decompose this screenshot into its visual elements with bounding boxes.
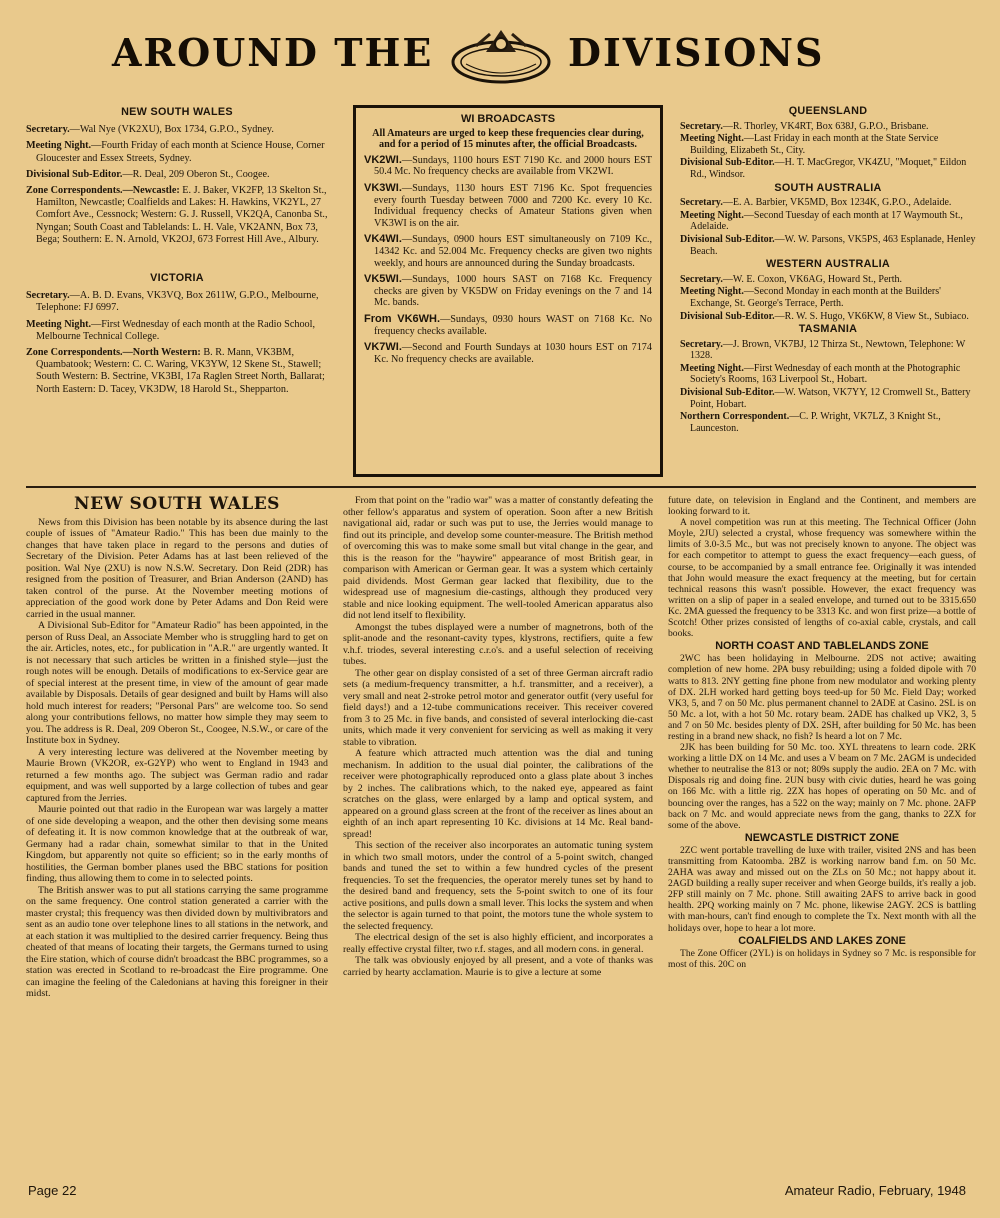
qld-heading: QUEENSLAND	[788, 105, 868, 117]
article-title: NEW SOUTH WALES	[74, 495, 280, 514]
zone-heading-newcastle: NEWCASTLE DISTRICT ZONE	[744, 831, 900, 844]
zone-heading-north-coast: NORTH COAST AND TABLELANDS ZONE	[715, 640, 929, 653]
vic-item: Zone Correspondents.—North Western: B. R. Mann, VK3BM, Quambatook; Western: C. C. Waring, VK3YW, 12 Skene St., Stawell; South Western: B. Sectrine, VK3BI, 17a Raglen Street North, Ballarat; North Eastern: D. Tacey, VK3DW, 18 Harold St., Shepparton.	[26, 347, 325, 395]
vic-heading: VICTORIA	[150, 272, 204, 285]
nsw-directory	[26, 106, 328, 400]
journal-issue: Amateur Radio, February, 1948	[784, 1183, 966, 1198]
sa-heading: SOUTH AUSTRALIA	[774, 181, 882, 194]
article-paragraph: A novel competition was run at this meeting. The Technical Officer (John Moyle, 2JU) selected a crystal, whose frequency was somewhere within the limits of 3.0-3.5 Mc., but was not precisely known to anyone. The object was for each competitor to attempt to guess the exact frequency—each guess, of course, to be accompanied by a small entrance fee. Originally it was intended that John would measure the exact frequency at the meeting, but for certain technical reasons this wasn't possible. However, the exact frequency was written on a slip of paper in a sealed envelope, and turned out to be 3315.650 Kc. 2MA guessed the frequency to be 3313 Kc. and won first prize—a bottle of Scotch! Other prizes consisted of lengths of co-axial cable, crystals, and call books.	[668, 517, 976, 640]
zone-heading-coalfields: COALFIELDS AND LAKES ZONE	[738, 934, 906, 947]
header-title-left: AROUND THE	[112, 30, 434, 75]
tas-heading: TASMANIA	[798, 323, 858, 336]
article-paragraph: The electrical design of the set is also highly efficient, and incorporates a really effective crystal filter, two r.f. stages, and all modern cons. in general.	[343, 932, 653, 955]
vic-item: Meeting Night.—First Wednesday of each month at the Radio School, Melbourne Technical College.	[26, 318, 316, 342]
nsw-item: Divisional Sub-Editor.—R. Deal, 209 Oberon St., Coogee.	[26, 168, 270, 180]
nsw-heading: NEW SOUTH WALES	[121, 106, 233, 118]
states-directory	[680, 106, 976, 435]
tas-item: Meeting Night.—First Wednesday of each month at the Photographic Society's Rooms, 163 Liverpool St., Hobart.	[680, 362, 961, 386]
tas-item: Secretary.—J. Brown, VK7BJ, 12 Thirza St., Newtown, Telephone: W 1328.	[680, 338, 966, 362]
article-paragraph: The other gear on display consisted of a set of three German aircraft radio sets (a medium-frequency transmitter, a h.f. transmitter, and a receiver), a very small and neat 2-stroke petrol motor and generator outfit (very useful for field days!) and a 12-tube communications receiver. This receiver covered from 3 to 25 Mc. in five bands, and consisted of several interlocking die-cast units, which made it very convenient for servicing as well as making it very stable to vibration.	[343, 667, 653, 748]
wi-item: From VK6WH.—Sundays, 0930 hours WAST on 7168 Kc. No frequency checks available.	[364, 312, 652, 337]
wi-item: VK5WI.—Sundays, 1000 hours SAST on 7168 Kc. Frequency checks are given by VK5DW on Friday evenings on the 7 and 14 Mc. bands.	[364, 273, 652, 309]
qld-item: Meeting Night.—Last Friday in each month at the State Service Building, Elizabeth St., City.	[680, 133, 939, 156]
nsw-item: Meeting Night.—Fourth Friday of each month at Science House, Corner Gloucester and Essex Streets, Sydney.	[26, 140, 325, 164]
article-paragraph: A feature which attracted much attention was the dial and tuning mechanism. In addition to the usual dial pointer, the calibrations of the receiver were photographically reproduced onto a glass plate about 3 inches by 2 inches. The calibrations which, to the naked eye, appeared as faint scratches on the glass, were enlarged by a lamp and optical system, and appeared on a ground glass screen at the front of the receiver as lines about an eighth of an inch apart representing 10 Kc. divisions at 14 Mc. Real band-spread!	[343, 748, 653, 840]
article-paragraph: The talk was obviously enjoyed by all present, and a vote of thanks was carried by hearty acclamation. Maurie is to give a lecture at some	[343, 955, 653, 978]
sa-item: Secretary.—E. A. Barbier, VK5MD, Box 1234K, G.P.O., Adelaide.	[680, 197, 952, 209]
wia-emblem-icon	[446, 22, 556, 92]
header-title-right: DIVISIONS	[568, 30, 825, 75]
article-column-3	[668, 495, 976, 1170]
tas-item: Divisional Sub-Editor.—W. Watson, VK7YY, 12 Cromwell St., Battery Point, Hobart.	[680, 387, 971, 410]
qld-item: Secretary.—R. Thorley, VK4RT, Box 638J, G.P.O., Brisbane.	[680, 120, 929, 132]
wi-broadcasts-box	[353, 105, 663, 477]
section-divider	[26, 486, 976, 488]
article-paragraph: 2WC has been holidaying in Melbourne. 2DS not active; awaiting completion of new home. 2PA busy rebuilding; using a folded dipole with 70 watts to 813. 2NY getting fine phone from new modulator and working plenty of DX. 2LH worked hard getting boys teed-up for 50 Mc. Field Day; worked VK3, 5, and 7 on 50 Mc. plus permanent channel to 2ADE at Casino. 2SL is on 50 Mc. a lot, with a hot 50 Mc. rotary beam. 2ADE has chalked up VK2, 3, 5 and 7 on 50 Mc. besides plenty of DX. 2SH, after building for 50 Mc. has been resting in a brand new shack, no fish? Is heard a lot on 7 Mc.	[668, 653, 976, 742]
page-header	[0, 22, 1000, 92]
article-paragraph: A Divisional Sub-Editor for "Amateur Radio" has been appointed, in the person of Russ Deal, an Associate Member who is struggling hard to get on the air. Articles, notes, etc., for publication in "A.R." are urgently wanted. It is not necessary that such articles be written in a finished style—just the rough notes will be enough. Details of modifications to ex-Service gear are of special interest at the present time, in view of the amount of gear made available by Disposals. Details of gear designed and built by Hams will also hold much interest for readers; "Personal Pars" are welcome too. So send along your contributions fellows, no matter how simple they may seem to you. The address is R. Deal, 209 Oberon St., Coogee, N.S.W., or care of the Institute box in Sydney.	[26, 620, 328, 746]
nsw-item: Zone Correspondents.—Newcastle: E. J. Baker, VK2FP, 13 Skelton St., Hamilton, Newcastle; Coalfields and Lakes: H. Hawkins, VK2YL, 27 Comfort Ave., Cessnock; Western: G. J. Russell, VK2QA, Canonba St., Nyngan; South Coast and Tablelands: L. H. Vale, VK2ANN, Box 73, Bega; Southern: E. N. Arnold, VK2OJ, 673 Forrest Hill Ave., Albury.	[26, 185, 328, 245]
article-paragraph: Maurie pointed out that radio in the European war was largely a matter of one side developing a weapon, and the other then devising some means of defeating it. It is now common knowledge that at the outbreak of war, Germany had a radar chain, somewhat similar to that in the United Kingdom, but apparently not quite so efficient; so in the early months of hostilities, the German bomber planes used the BBC stations for position finding, thus allowing them to come in to selected points.	[26, 804, 328, 884]
sa-item: Divisional Sub-Editor.—W. W. Parsons, VK5PS, 463 Esplanade, Henley Beach.	[680, 233, 976, 257]
article-paragraph: The British answer was to put all stations carrying the same programme on the same frequency. One control station generated a carrier with the master crystal; this frequency was then divided down by multivibrators and sent as an audio tone over telephone lines to all stations in the network, and at each station it was multiplied to the desired carrier frequency. Being thus cheated of that means of locating their targets, the Germans turned to using the Eire station, which of course didn't broadcast the BBC programmes, so a station was erected in Scotland to re-broadcast the Eire programme. One can imagine the feeling of the Caledonians at having this foreigner in their midst.	[26, 884, 328, 999]
article-paragraph: The Zone Officer (2YL) is on holidays in Sydney so 7 Mc. is responsible for most of this. 20C on	[668, 947, 976, 970]
article-column-2	[343, 495, 653, 1170]
wi-item: VK4WI.—Sundays, 0900 hours EST simultaneously on 7109 Kc., 14342 Kc. and 52.004 Mc. Frequency checks are given two nights weekly, and hours are announced during the Sunday broadcasts.	[364, 233, 652, 269]
article-paragraph: 2JK has been building for 50 Mc. too. XYL threatens to learn code. 2RK working a little DX on 14 Mc. and uses a V beam on 7 Mc. 2AGM is undecided whether to neutralise the 813 or not; 809s supply the audio. 2EA on 7 Mc. with Disposals rig and doing fine. 2UN busy with civic duties, heard he was going on 166 Mc. with a little rig. 2ZX has hopes of operating on 50 Mc. and of bouncing over the ranges, has a 522 on the way; mainly on 7 Mc. phone. 2AFP back on 7 Mc. and would appreciate news from the gang, thanks to 2ZX for some of the above.	[668, 742, 976, 831]
wa-item: Divisional Sub-Editor.—R. W. S. Hugo, VK6KW, 8 View St., Subiaco.	[680, 310, 969, 322]
article-paragraph: future date, on television in England and the Continent, and members are looking forward to it.	[668, 495, 976, 518]
nsw-item: Secretary.—Wal Nye (VK2XU), Box 1734, G.P.O., Sydney.	[26, 124, 274, 136]
vic-item: Secretary.—A. B. D. Evans, VK3VQ, Box 2611W, G.P.O., Melbourne, Telephone: FJ 6997.	[26, 290, 319, 314]
wi-intro: All Amateurs are urged to keep these frequencies clear during, and for a period of 15 minutes after, the official Broadcasts.	[372, 127, 644, 151]
wa-item: Meeting Night.—Second Monday in each month at the Builders' Exchange, St. George's Terrace, Perth.	[680, 286, 941, 309]
wa-item: Secretary.—W. E. Coxon, VK6AG, Howard St., Perth.	[680, 273, 903, 285]
qld-item: Divisional Sub-Editor.—H. T. MacGregor, VK4ZU, "Moquet," Eildon Rd., Windsor.	[680, 157, 967, 180]
page-number: Page 22	[28, 1183, 77, 1198]
article	[0, 495, 1000, 1175]
article-paragraph: From that point on the "radio war" was a matter of constantly defeating the other fellow's apparatus and system of operation. Soon after a new British navigational aid, radar or such was put to use, the Jerries would manage to find out its principle, and develop some counter-measure. The British method of overcoming this was to make some small but vital change in the gear, and this is the reason for the "haywire" appearance of most British gear, in comparison with American or German gear. It was a system which certainly paid dividends. Most German gear lacked that flexibility, due to the widespread use of magnesium die-castings, although they produced very stable and nice looking equipment. The well-tooled American apparatus also did not lend itself to flexibility.	[343, 495, 653, 621]
wi-title: WI BROADCASTS	[460, 113, 556, 125]
wi-item: VK7WI.—Second and Fourth Sundays at 1030 hours EST on 7174 Kc. No frequency checks are available.	[364, 341, 652, 365]
article-paragraph: This section of the receiver also incorporates an automatic tuning system in which two small motors, under the control of a 5-point switch, changed bands and tuned the set to within a few hundred cycles of the present frequencies. To set the frequencies, the operator merely tunes set by hand to the desired band and frequency, sets the 5-point switch to one of its four active positions, and pulls down a small lever. This locks the system and when the selector is again turned to that point, the motors tune the whole system to the selected frequency.	[343, 840, 653, 932]
article-paragraph: News from this Division has been notable by its absence during the last couple of issues of "Amateur Radio." This has been due mainly to the changes that have taken place in regard to the persons and duties of Secretary of the Division. Peter Adams has at last been relieved of the position. Wal Nye (2XU) is now N.S.W. Secretary. Don Reid (2DR) has resigned from the position of Treasurer, and Brian Anderson (2AND) has taken control of the purse. At the November meeting motions of appreciation of the good work done by Peter Adams and Don Reid were carried in the usual manner.	[26, 516, 328, 620]
sa-item: Meeting Night.—Second Tuesday of each month at 17 Waymouth St., Adelaide.	[680, 209, 963, 233]
article-paragraph: Amongst the tubes displayed were a number of magnetrons, both of the split-anode and the resonant-cavity types, klystrons, rectifiers, quite a few v.h.f. triodes, several interesting c.r.o's. and a useful selection of receiving tubes.	[343, 621, 653, 667]
article-paragraph: A very interesting lecture was delivered at the November meeting by Maurie Brown (VK2OR, ex-G2YP) who went to England in 1943 and returned a few months ago. The subject was German radio and radar equipment, and was well supported by a large collection of tubes and gear captured from the Jerries.	[26, 746, 328, 804]
wi-item: VK2WI.—Sundays, 1100 hours EST 7190 Kc. and 2000 hours EST 50.4 Mc. No frequency checks are available from VK2WI.	[364, 153, 652, 178]
tas-item: Northern Correspondent.—C. P. Wright, VK7LZ, 3 Knight St., Launceston.	[680, 411, 941, 434]
article-paragraph: 2ZC went portable travelling de luxe with trailer, visited 2NS and has been transmitting from Katoomba. 2BZ is working narrow band f.m. on 50 Mc. 2AHA was away and missed out on the ZLs on 50 Mc.; not happy about it. 2AGD building a really super receiver and when George builds, it's really a job. 2FP still mainly on 7 Mc. phone. Still awaiting 2AFS to arrive back in good health. 2PQ working mainly on 7 Mc. phone, likewise 2AGY. 2CS is battling with man-hours, can't find enough to complete the Tx. Next month with all the holidays over, hope to hear a lot more.	[668, 844, 976, 934]
wi-item: VK3WI.—Sundays, 1130 hours EST 7196 Kc. Spot frequencies every fourth Tuesday between 7000 and 7200 Kc. every 10 Kc. Individual frequency checks of Amateur Stations given when VK3WI is on the air.	[364, 181, 652, 229]
article-column-1	[26, 495, 328, 1170]
wa-heading: WESTERN AUSTRALIA	[765, 258, 891, 271]
